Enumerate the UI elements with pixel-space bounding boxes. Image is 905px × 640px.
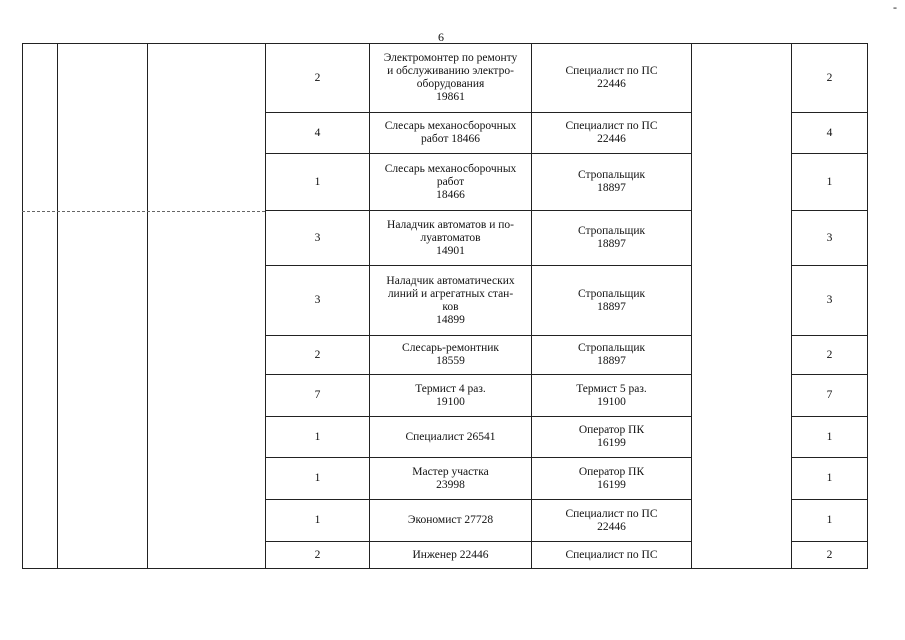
blank-cell-col2 xyxy=(58,211,148,266)
blank-cell-col1 xyxy=(23,113,58,154)
profession-line: работ xyxy=(436,175,465,188)
target-profession-line: 19100 xyxy=(597,395,626,408)
blank-cell-col1 xyxy=(23,458,58,500)
table-body xyxy=(23,44,868,569)
count-left-cell: 1 xyxy=(266,417,370,458)
target-profession-line: Термист 5 раз. xyxy=(576,382,647,395)
table-row xyxy=(23,375,868,417)
blank-cell-col7 xyxy=(692,44,792,113)
blank-cell-col2 xyxy=(58,375,148,417)
target-profession-line: 18897 xyxy=(597,355,626,367)
count-right-cell: 2 xyxy=(792,44,868,113)
profession-line: линий и агрегатных стан- xyxy=(387,287,514,300)
blank-cell-col1 xyxy=(23,44,58,113)
profession-cell xyxy=(370,417,532,458)
count-right-cell: 7 xyxy=(792,375,868,417)
blank-cell-col3 xyxy=(148,154,266,211)
target-profession-cell xyxy=(532,375,692,417)
target-profession-line: Стропальщик xyxy=(577,169,646,181)
profession-line: и обслуживанию электро- xyxy=(387,65,514,77)
profession-cell xyxy=(370,266,532,336)
blank-cell-col3 xyxy=(148,211,266,266)
profession-cell xyxy=(370,154,532,211)
target-profession-cell xyxy=(532,154,692,211)
target-profession-line: Стропальщик xyxy=(577,287,646,300)
blank-cell-col7 xyxy=(692,266,792,336)
profession-line: 19100 xyxy=(436,395,465,408)
blank-cell-col1 xyxy=(23,375,58,417)
profession-line: Мастер участка xyxy=(412,465,489,478)
target-profession-line: Специалист по ПС xyxy=(565,548,658,561)
table-row xyxy=(23,154,868,211)
blank-cell-col7 xyxy=(692,375,792,417)
profession-line: Экономист 27728 xyxy=(407,514,494,526)
blank-cell-col1 xyxy=(23,542,58,569)
count-right-cell: 1 xyxy=(792,417,868,458)
blank-cell-col1 xyxy=(23,417,58,458)
blank-cell-col3 xyxy=(148,113,266,154)
blank-cell-col7 xyxy=(692,211,792,266)
table-row xyxy=(23,336,868,375)
target-profession-line: Специалист по ПС xyxy=(565,507,658,520)
profession-cell xyxy=(370,500,532,542)
blank-cell-col2 xyxy=(58,154,148,211)
profession-line: Наладчик автоматов и по- xyxy=(387,218,514,231)
profession-line: Электромонтер по ремонту xyxy=(383,52,518,64)
profession-cell xyxy=(370,44,532,113)
blank-cell-col2 xyxy=(58,113,148,154)
profession-line: 23998 xyxy=(436,478,465,491)
profession-line: Термист 4 раз. xyxy=(415,382,486,395)
table-row xyxy=(23,113,868,154)
count-right-cell: 4 xyxy=(792,113,868,154)
profession-line: Слесарь механосборочных xyxy=(384,120,517,132)
blank-cell-col7 xyxy=(692,417,792,458)
target-profession-cell xyxy=(532,266,692,336)
page-number: 6 xyxy=(438,30,444,44)
profession-cell xyxy=(370,542,532,569)
table-row xyxy=(23,500,868,542)
profession-cell xyxy=(370,336,532,375)
blank-cell-col7 xyxy=(692,542,792,569)
blank-cell-col2 xyxy=(58,542,148,569)
profession-line: луавтоматов xyxy=(420,231,481,244)
table-row xyxy=(23,542,868,569)
target-profession-cell xyxy=(532,44,692,113)
blank-cell-col3 xyxy=(148,458,266,500)
profession-line: Слесарь механосборочных xyxy=(384,162,517,175)
target-profession-line: 22446 xyxy=(597,133,626,145)
table-row xyxy=(23,44,868,113)
blank-cell-col2 xyxy=(58,44,148,113)
target-profession-line: Специалист по ПС xyxy=(565,65,658,77)
blank-cell-col2 xyxy=(58,266,148,336)
profession-line: 14899 xyxy=(436,313,465,326)
blank-cell-col2 xyxy=(58,336,148,375)
target-profession-cell xyxy=(532,458,692,500)
blank-cell-col2 xyxy=(58,417,148,458)
target-profession-cell xyxy=(532,500,692,542)
count-right-cell: 2 xyxy=(792,542,868,569)
table-row xyxy=(23,211,868,266)
blank-cell-col3 xyxy=(148,542,266,569)
count-left-cell: 2 xyxy=(266,542,370,569)
target-profession-cell xyxy=(532,211,692,266)
table-row xyxy=(23,266,868,336)
profession-cell xyxy=(370,375,532,417)
target-profession-line: Оператор ПК xyxy=(578,424,645,436)
blank-cell-col7 xyxy=(692,113,792,154)
blank-cell-col2 xyxy=(58,458,148,500)
profession-line: 19861 xyxy=(436,91,465,103)
count-right-cell: 1 xyxy=(792,458,868,500)
count-right-cell: 1 xyxy=(792,154,868,211)
target-profession-cell xyxy=(532,417,692,458)
profession-cell xyxy=(370,458,532,500)
profession-line: работ 18466 xyxy=(421,133,480,145)
profession-line: Наладчик автоматических xyxy=(386,274,515,287)
profession-line: Инженер 22446 xyxy=(412,548,489,561)
target-profession-line: 16199 xyxy=(597,437,626,449)
table-row xyxy=(23,458,868,500)
target-profession-line: 16199 xyxy=(597,478,626,491)
blank-cell-col1 xyxy=(23,500,58,542)
target-profession-line: Стропальщик xyxy=(577,342,646,354)
profession-line: ков xyxy=(442,300,459,313)
target-profession-line: Стропальщик xyxy=(577,225,646,237)
count-left-cell: 2 xyxy=(266,44,370,113)
count-left-cell: 3 xyxy=(266,211,370,266)
blank-cell-col1 xyxy=(23,266,58,336)
blank-cell-col7 xyxy=(692,154,792,211)
blank-cell-col7 xyxy=(692,458,792,500)
target-profession-line: 18897 xyxy=(597,182,626,194)
blank-cell-col1 xyxy=(23,154,58,211)
blank-cell-col3 xyxy=(148,417,266,458)
profession-line: оборудования xyxy=(416,78,485,90)
target-profession-cell xyxy=(532,113,692,154)
count-left-cell: 3 xyxy=(266,266,370,336)
retraining-table xyxy=(22,43,868,569)
count-right-cell: 1 xyxy=(792,500,868,542)
profession-line: Специалист 26541 xyxy=(405,430,496,443)
blank-cell-col2 xyxy=(58,500,148,542)
blank-cell-col3 xyxy=(148,375,266,417)
target-profession-line: Оператор ПК xyxy=(578,465,645,478)
target-profession-line: 22446 xyxy=(597,520,626,533)
count-left-cell: 2 xyxy=(266,336,370,375)
profession-line: 18559 xyxy=(436,355,465,367)
target-profession-line: 18897 xyxy=(597,300,626,313)
count-right-cell: 2 xyxy=(792,336,868,375)
target-profession-line: 22446 xyxy=(597,78,626,90)
target-profession-line: Специалист по ПС xyxy=(565,120,658,132)
count-right-cell: 3 xyxy=(792,266,868,336)
profession-cell xyxy=(370,211,532,266)
blank-cell-col7 xyxy=(692,500,792,542)
target-profession-line: 18897 xyxy=(597,238,626,250)
blank-cell-col3 xyxy=(148,336,266,375)
target-profession-cell xyxy=(532,336,692,375)
blank-cell-col1 xyxy=(23,211,58,266)
blank-cell-col7 xyxy=(692,336,792,375)
blank-cell-col3 xyxy=(148,44,266,113)
count-right-cell: 3 xyxy=(792,211,868,266)
target-profession-cell xyxy=(532,542,692,569)
corner-mark: - xyxy=(893,0,897,14)
table-row xyxy=(23,417,868,458)
profession-cell xyxy=(370,113,532,154)
count-left-cell: 1 xyxy=(266,500,370,542)
section-divider xyxy=(22,211,265,212)
count-left-cell: 7 xyxy=(266,375,370,417)
profession-line: 14901 xyxy=(436,244,465,257)
blank-cell-col1 xyxy=(23,336,58,375)
profession-line: Слесарь-ремонтник xyxy=(402,342,499,354)
blank-cell-col3 xyxy=(148,266,266,336)
count-left-cell: 1 xyxy=(266,154,370,211)
count-left-cell: 1 xyxy=(266,458,370,500)
count-left-cell: 4 xyxy=(266,113,370,154)
profession-line: 18466 xyxy=(436,188,465,201)
blank-cell-col3 xyxy=(148,500,266,542)
